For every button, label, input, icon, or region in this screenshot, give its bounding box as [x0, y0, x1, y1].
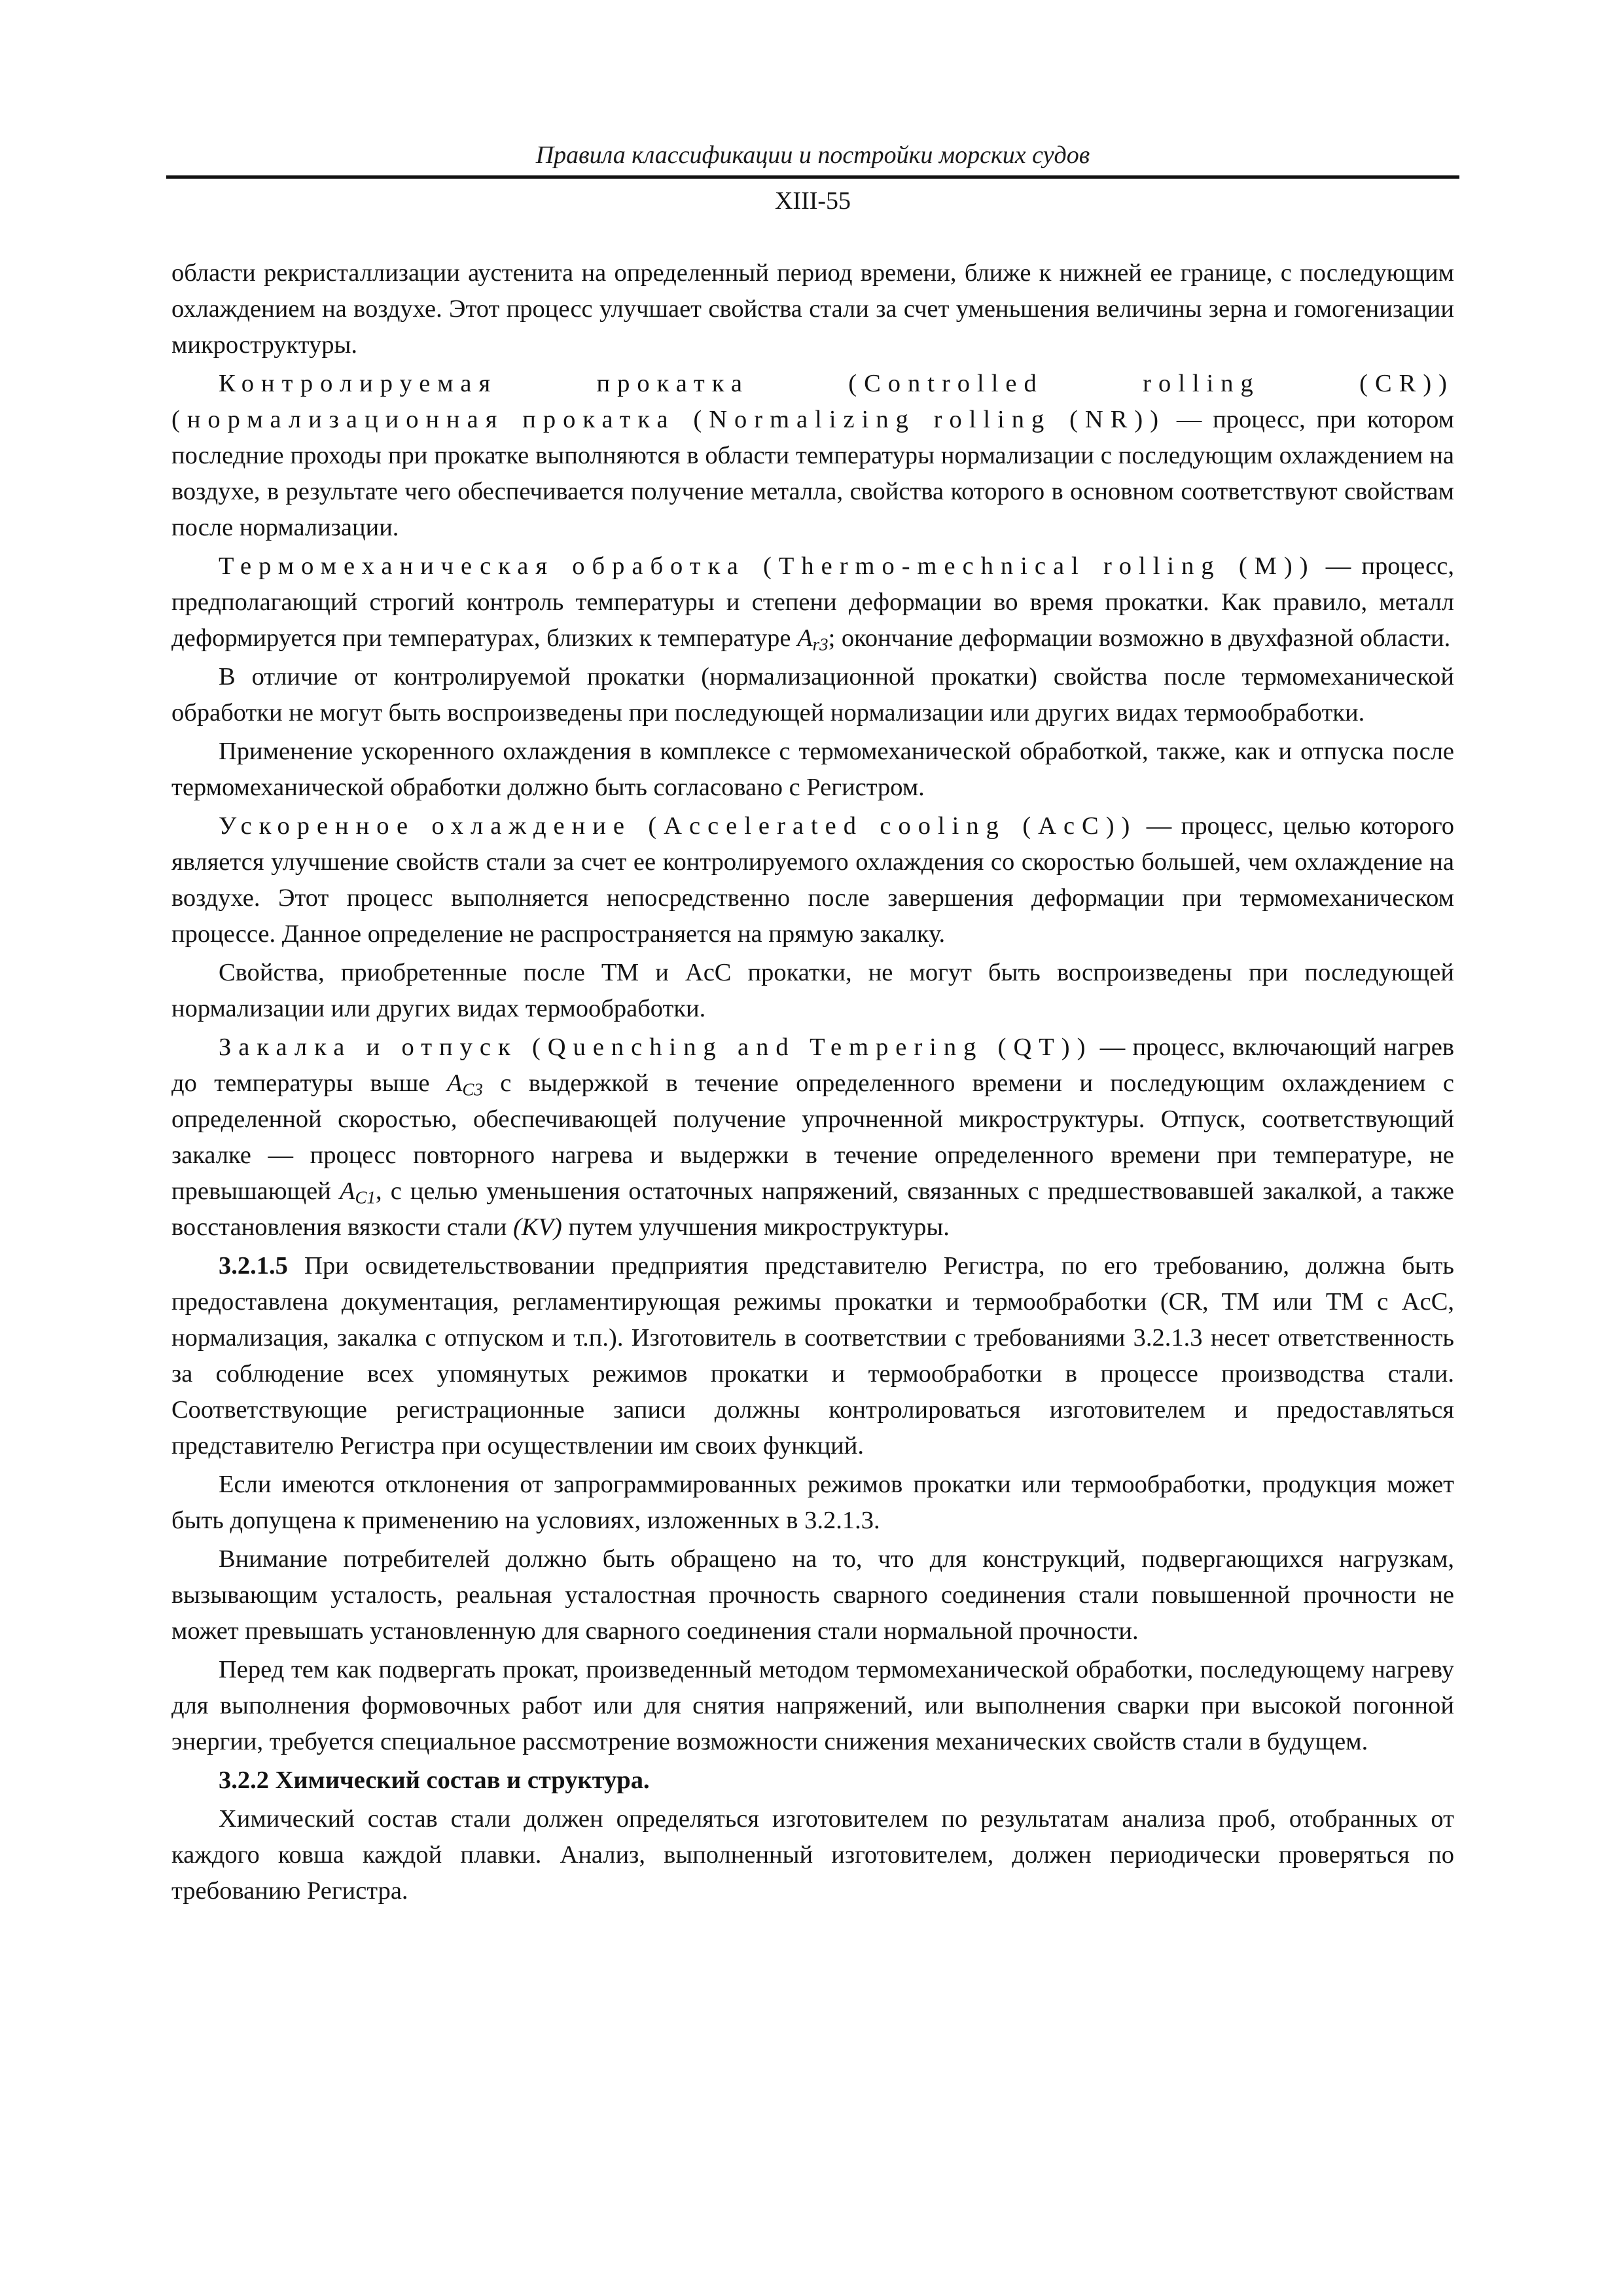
paragraph-properties: Свойства, приобретенные после ТМ и AcC прокатки, не могут быть воспроизведены при последующей нормализации или других видах термообработки. — [171, 959, 1454, 1022]
paragraph-3-2-1-5 — [171, 1248, 1454, 1464]
paragraph-text: — процесс, при котором последние проходы при прокатке выполняются в области температуры нормализации с последующим охлаждением на воздухе, в результате чего обеспечивается получение металла, свойства которого в основном соответствуют свойствам после нормализации. — [171, 406, 1455, 541]
symbol-a: A — [446, 1069, 463, 1097]
paragraph-text: путем улучшения микроструктуры. — [562, 1213, 950, 1241]
paragraph-text: — процесс, предполагающий строгий контроль температуры и степени деформации во время прокатки. Как правило, металл деформируется при температурах, близких к температуре — [171, 552, 1454, 652]
section-heading-3-2-2: 3.2.2 Химический состав и структура. — [219, 1767, 650, 1794]
symbol-subscript: C3 — [462, 1079, 483, 1100]
paragraph-chemical-composition: Химический состав стали должен определяться изготовителем по результатам анализа проб, отобранных от каждого ковша каждой плавки. Анализ, выполненный изготовителем, должен периодически проверяться по требованию Регистра. — [171, 1805, 1454, 1905]
paragraph-text: с выдержкой в течение определенного времени и последующим охлаждением с определенной скоростью, обеспечивающей получение упрочненной микроструктуры. Отпуск, соответствующий закалке — процесс повторного нагрева и выдержки в течение определенного времени при температуре, не превышающей — [171, 1069, 1454, 1205]
term-accelerated-cooling: Ускоренное охлаждение (Accelerated cooling (AcC)) — [219, 812, 1137, 840]
symbol-subscript: C1 — [355, 1187, 376, 1208]
symbol-a: A — [797, 624, 813, 652]
term-thermomechanical: Термомеханическая обработка (Thermo-mechnical rolling (M)) — [219, 552, 1315, 580]
paragraph-quenching — [171, 1030, 1454, 1246]
term-quenching: Закалка и отпуск (Quenching and Tempering (QT)) — [219, 1033, 1093, 1061]
paragraph-deviations: Если имеются отклонения от запрограммированных режимов прокатки или термообработки, продукция может быть допущена к применению на условиях, изложенных в 3.2.1.3. — [171, 1471, 1454, 1534]
paragraph-controlled-rolling — [171, 366, 1454, 546]
running-title: Правила классификации и постройки морских судов — [535, 141, 1090, 169]
paragraph-text: ; окончание деформации возможно в двухфазной области. — [828, 624, 1451, 652]
paragraph-accelerated-application: Применение ускоренного охлаждения в комплексе с термомеханической обработкой, также, как и отпуска после термомеханической обработки должно быть согласовано с Регистром. — [171, 738, 1454, 801]
clause-number: 3.2.1.5 — [219, 1252, 288, 1280]
page-number: XIII-55 — [774, 187, 851, 215]
paragraph-reheating: Перед тем как подвергать прокат, произведенный методом термомеханической обработки, последующему нагреву для выполнения формовочных работ или для снятия напряжений, или выполнения сварки при высокой погонной энергии, требуется специальное рассмотрение возможности снижения механических свойств стали в будущем. — [171, 1656, 1454, 1755]
paragraph-text: При освидетельствовании предприятия представителю Регистра, по его требованию, должна быть предоставлена документация, регламентирующая режимы прокатки и термообработки (CR, TM или TM с AcC, нормализация, закалка с отпуском и т.п.). Изготовитель в соответствии с требованиями 3.2.1.3 несет ответственность за соблюдение всех упомянутых режимов прокатки и термообработки в процессе производства стали. Соответствующие регистрационные записи должны контролироваться изготовителем и предоставляться представителю Регистра при осуществлении им своих функций. — [171, 1252, 1454, 1460]
paragraph-accelerated-cooling — [171, 808, 1454, 952]
paragraph-fatigue: Внимание потребителей должно быть обращено на то, что для конструкций, подвергающихся нагрузкам, вызывающим усталость, реальная усталостная прочность сварного соединения стали повышенной прочности не может превышать установленную для сварного соединения стали нормальной прочности. — [171, 1545, 1454, 1645]
paragraph-text: — процесс, включающий нагрев до температуры выше — [171, 1033, 1455, 1097]
symbol-a: A — [339, 1177, 355, 1205]
paragraph-recrystallization: области рекристаллизации аустенита на определенный период времени, ближе к нижней ее границе, с последующим охлаждением на воздухе. Этот процесс улучшает свойства стали за счет уменьшения величины зерна и гомогенизации микроструктуры. — [171, 259, 1454, 359]
header-rule — [166, 175, 1459, 179]
term-controlled-rolling: Контролируемая прокатка (Controlled rolling (CR)) (нормализационная прокатка (Normalizing rolling (NR)) — [171, 370, 1454, 433]
symbol-kv: (KV) — [513, 1213, 562, 1241]
symbol-subscript: r3 — [812, 634, 829, 655]
paragraph-difference: В отличие от контролируемой прокатки (нормализационной прокатки) свойства после термомеханической обработки не могут быть воспроизведены при последующей нормализации или других видах термообработки. — [171, 663, 1454, 726]
paragraph-text: — процесс, целью которого является улучшение свойств стали за счет ее контролируемого охлаждения со скоростью большей, чем охлаждение на воздухе. Этот процесс выполняется непосредственно после завершения деформации при термомеханическом процессе. Данное определение не распространяется на прямую закалку. — [171, 812, 1455, 948]
body-text — [171, 255, 1454, 1912]
paragraph-thermomechanical — [171, 548, 1454, 656]
paragraph-text: , с целью уменьшения остаточных напряжений, связанных с предшествовавшей закалкой, а также восстановления вязкости стали — [171, 1177, 1455, 1241]
